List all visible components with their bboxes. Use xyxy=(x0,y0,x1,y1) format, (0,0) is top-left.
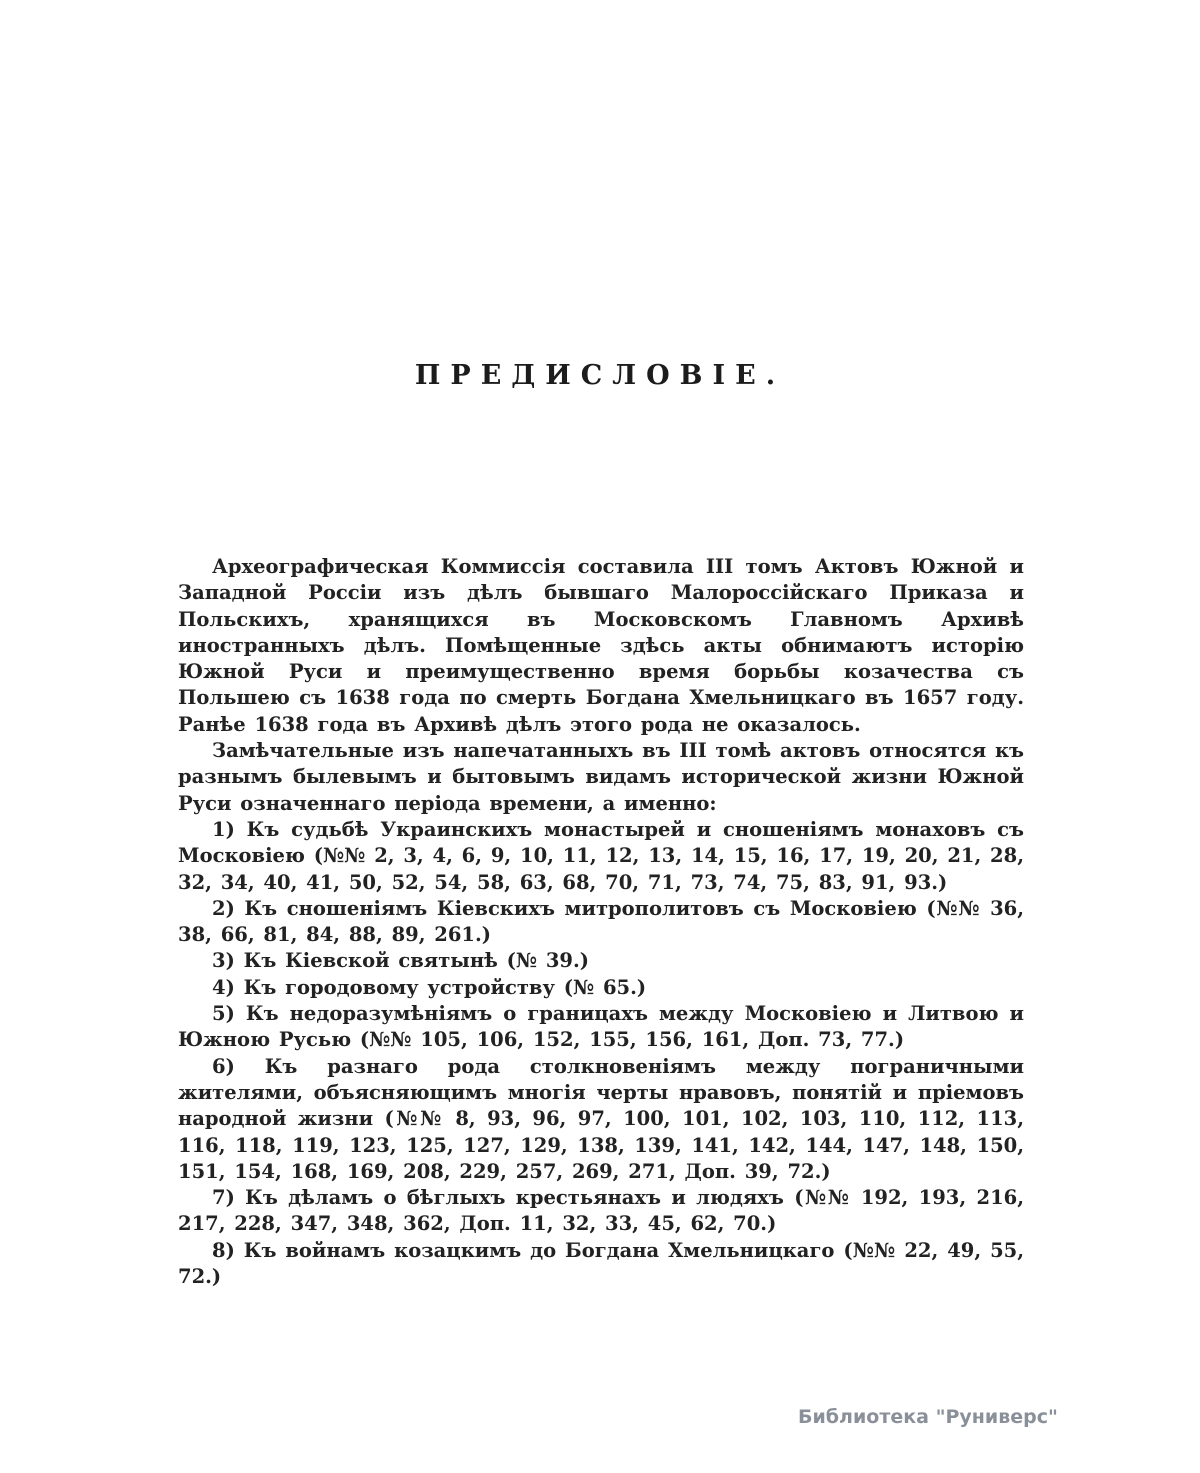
list-item-7: 7) Къ дѣламъ о бѣглыхъ крестьянахъ и людяхъ (№№ 192, 193, 216, 217, 228, 347, 348, 362, Доп. 11, 32, 33, 45, 62, 70.) xyxy=(178,1186,1024,1236)
list-item-5: 5) Къ недоразумѣніямъ о границахъ между Московіею и Литвою и Южною Русью (№№ 105, 106, 152, 155, 156, 161, Доп. 73, 77.) xyxy=(178,1002,1024,1052)
page-title: ПРЕДИСЛОВІЕ. xyxy=(414,360,786,391)
list-item-4: 4) Къ городовому устройству (№ 65.) xyxy=(212,975,647,999)
list-item-8: 8) Къ войнамъ козацкимъ до Богдана Хмельницкаго (№№ 22, 49, 55, 72.) xyxy=(178,1238,1024,1289)
list-item-3: 3) Къ Кіевской святынѣ (№ 39.) xyxy=(212,949,589,973)
intro-paragraph: Археографическая Коммиссія составила III томъ Актовъ Южной и Западной Россіи изъ дѣлъ бывшаго Малороссійскаго Приказа и Польскихъ, хранящихся въ Московскомъ Главномъ Архивѣ иностранныхъ дѣлъ. Помѣщенные здѣсь акты обнимаютъ исторію Южной Руси и преимущественно время борьбы козачества съ Польшею съ 1638 года по смерть Богдана Хмельницкаго въ 1657 году. Ранѣе 1638 года въ Архивѣ дѣлъ этого рода не оказалось. xyxy=(178,555,1024,736)
overview-paragraph: Замѣчательные изъ напечатанныхъ въ III томѣ актовъ относятся къ разнымъ былевымъ и бытовымъ видамъ исторической жизни Южной Руси означеннаго періода времени, а именно: xyxy=(178,739,1024,815)
list-item-2: 2) Къ сношеніямъ Кіевскихъ митрополитовъ съ Московіею (№№ 36, 38, 66, 81, 84, 88, 89, 261.) xyxy=(178,896,1024,947)
list-item-1: 1) Къ судьбѣ Украинскихъ монастырей и сношеніямъ монаховъ съ Московіею (№№ 2, 3, 4, 6, 9, 10, 11, 12, 13, 14, 15, 16, 17, 19, 20, 21, 28, 32, 34, 40, 41, 50, 52, 54, 58, 63, 68, 70, 71, 73, 74, 75, 83, 91, 93.) xyxy=(178,817,1024,894)
list-item-6: 6) Къ разнаго рода столкновеніямъ между пограничными жителями, объясняющимъ многія черты нравовъ, понятій и пріемовъ народной жизни (№№ 8, 93, 96, 97, 100, 101, 102, 103, 110, 112, 113, 116, 118, 119, 123, 125, 127, 129, 138, 139, 141, 142, 144, 147, 148, 150, 151, 154, 168, 169, 208, 229, 257, 269, 271, Доп. 39, 72.) xyxy=(178,1054,1024,1183)
library-watermark: Библиотека "Руниверс" xyxy=(798,1406,1058,1428)
text-block xyxy=(178,554,1024,1290)
